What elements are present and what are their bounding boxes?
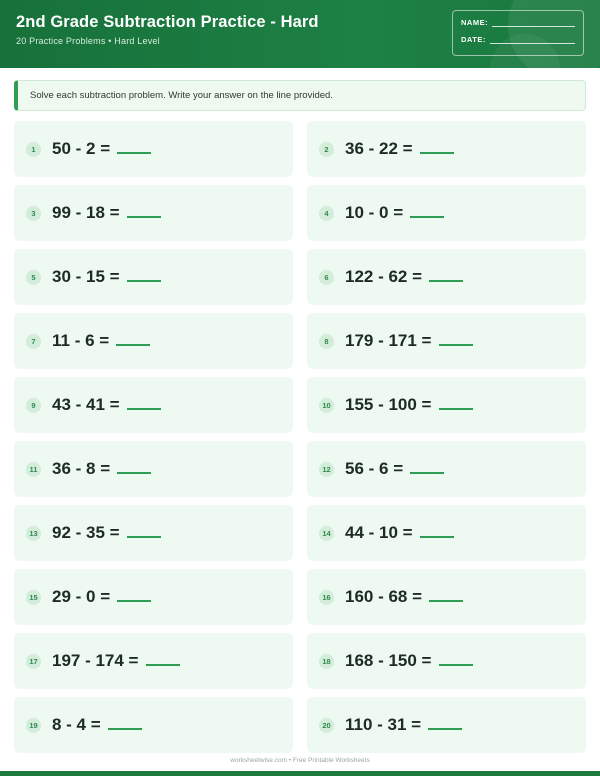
date-input-line[interactable]: [490, 36, 575, 44]
answer-line[interactable]: [420, 524, 454, 538]
problem-expression: [345, 651, 473, 671]
problem-expression-text: 36 - 8 =: [52, 459, 111, 478]
problem-item: [14, 569, 293, 625]
problem-expression: [52, 523, 161, 543]
problem-item: [307, 697, 586, 753]
problem-item: [14, 697, 293, 753]
problem-expression-text: 44 - 10 =: [345, 523, 413, 542]
problem-number: 10: [319, 398, 334, 413]
problem-number: 8: [319, 334, 334, 349]
problem-expression-text: 11 - 6 =: [52, 331, 110, 350]
problem-number: 1: [26, 142, 41, 157]
problem-expression: [52, 331, 150, 351]
page-title: 2nd Grade Subtraction Practice - Hard: [16, 13, 319, 31]
problem-expression-text: 8 - 4 =: [52, 715, 101, 734]
problem-expression-text: 160 - 68 =: [345, 587, 423, 606]
answer-line[interactable]: [127, 268, 161, 282]
problem-expression-text: 92 - 35 =: [52, 523, 120, 542]
problem-expression: [345, 587, 463, 607]
problem-item: [14, 505, 293, 561]
problem-expression: [345, 395, 473, 415]
problem-number: 20: [319, 718, 334, 733]
problem-expression: [52, 139, 151, 159]
problem-item: [14, 313, 293, 369]
problem-number: 15: [26, 590, 41, 605]
problem-expression: [52, 587, 151, 607]
student-info-box: [452, 10, 584, 56]
answer-line[interactable]: [108, 716, 142, 730]
problem-number: 13: [26, 526, 41, 541]
problem-expression-text: 36 - 22 =: [345, 139, 413, 158]
problem-number: 18: [319, 654, 334, 669]
answer-line[interactable]: [127, 524, 161, 538]
problem-expression-text: 99 - 18 =: [52, 203, 120, 222]
problem-expression-text: 155 - 100 =: [345, 395, 432, 414]
answer-line[interactable]: [410, 460, 444, 474]
problem-expression-text: 168 - 150 =: [345, 651, 432, 670]
problem-expression-text: 179 - 171 =: [345, 331, 432, 350]
problem-item: [307, 441, 586, 497]
problem-number: 16: [319, 590, 334, 605]
instructions-text: Solve each subtraction problem. Write your answer on the line provided.: [30, 90, 333, 101]
page-subtitle: 20 Practice Problems • Hard Level: [16, 36, 160, 46]
problem-expression-text: 122 - 62 =: [345, 267, 423, 286]
name-input-line[interactable]: [492, 19, 575, 27]
problem-item: [307, 313, 586, 369]
problem-expression-text: 197 - 174 =: [52, 651, 139, 670]
problem-expression: [345, 267, 463, 287]
problem-item: [14, 185, 293, 241]
answer-line[interactable]: [117, 460, 151, 474]
problem-number: 3: [26, 206, 41, 221]
problem-item: [307, 249, 586, 305]
problem-expression: [345, 331, 473, 351]
problem-item: [307, 185, 586, 241]
answer-line[interactable]: [439, 396, 473, 410]
problem-number: 19: [26, 718, 41, 733]
problem-item: [14, 121, 293, 177]
problem-expression-text: 29 - 0 =: [52, 587, 111, 606]
problem-expression: [52, 459, 151, 479]
problem-expression-text: 110 - 31 =: [345, 715, 422, 734]
problem-expression: [52, 203, 161, 223]
problem-number: 14: [319, 526, 334, 541]
date-label: DATE:: [461, 35, 486, 44]
problem-expression: [345, 203, 444, 223]
answer-line[interactable]: [428, 716, 462, 730]
answer-line[interactable]: [439, 652, 473, 666]
answer-line[interactable]: [410, 204, 444, 218]
problem-item: [14, 377, 293, 433]
answer-line[interactable]: [146, 652, 180, 666]
problem-item: [307, 121, 586, 177]
problem-expression: [345, 715, 462, 735]
problem-expression-text: 10 - 0 =: [345, 203, 404, 222]
problem-item: [14, 633, 293, 689]
problem-expression: [52, 395, 161, 415]
worksheet-header: [0, 0, 600, 68]
problem-number: 2: [319, 142, 334, 157]
problem-expression: [52, 715, 142, 735]
problem-number: 9: [26, 398, 41, 413]
problem-number: 6: [319, 270, 334, 285]
answer-line[interactable]: [127, 396, 161, 410]
instructions-banner: [14, 80, 586, 111]
answer-line[interactable]: [429, 268, 463, 282]
problem-expression-text: 43 - 41 =: [52, 395, 120, 414]
problem-expression: [345, 139, 454, 159]
problem-expression: [345, 459, 444, 479]
problem-expression: [52, 267, 161, 287]
problem-expression-text: 56 - 6 =: [345, 459, 404, 478]
answer-line[interactable]: [439, 332, 473, 346]
problem-item: [307, 505, 586, 561]
date-row: [461, 35, 575, 44]
footer-text: worksheetwise.com • Free Printable Worksheets: [230, 757, 370, 764]
name-label: NAME:: [461, 18, 489, 27]
name-row: [461, 18, 575, 27]
answer-line[interactable]: [127, 204, 161, 218]
answer-line[interactable]: [116, 332, 150, 346]
answer-line[interactable]: [117, 588, 151, 602]
problems-grid: [14, 121, 586, 753]
problem-expression-text: 50 - 2 =: [52, 139, 111, 158]
problem-expression-text: 30 - 15 =: [52, 267, 120, 286]
problem-expression: [52, 651, 180, 671]
problem-number: 11: [26, 462, 41, 477]
problem-expression: [345, 523, 454, 543]
problem-number: 4: [319, 206, 334, 221]
answer-line[interactable]: [420, 140, 454, 154]
problem-number: 5: [26, 270, 41, 285]
problem-item: [14, 249, 293, 305]
problem-number: 7: [26, 334, 41, 349]
problem-number: 17: [26, 654, 41, 669]
problem-item: [307, 377, 586, 433]
problem-item: [14, 441, 293, 497]
answer-line[interactable]: [117, 140, 151, 154]
answer-line[interactable]: [429, 588, 463, 602]
problem-item: [307, 569, 586, 625]
footer-bar: [0, 771, 600, 776]
problem-number: 12: [319, 462, 334, 477]
problem-item: [307, 633, 586, 689]
